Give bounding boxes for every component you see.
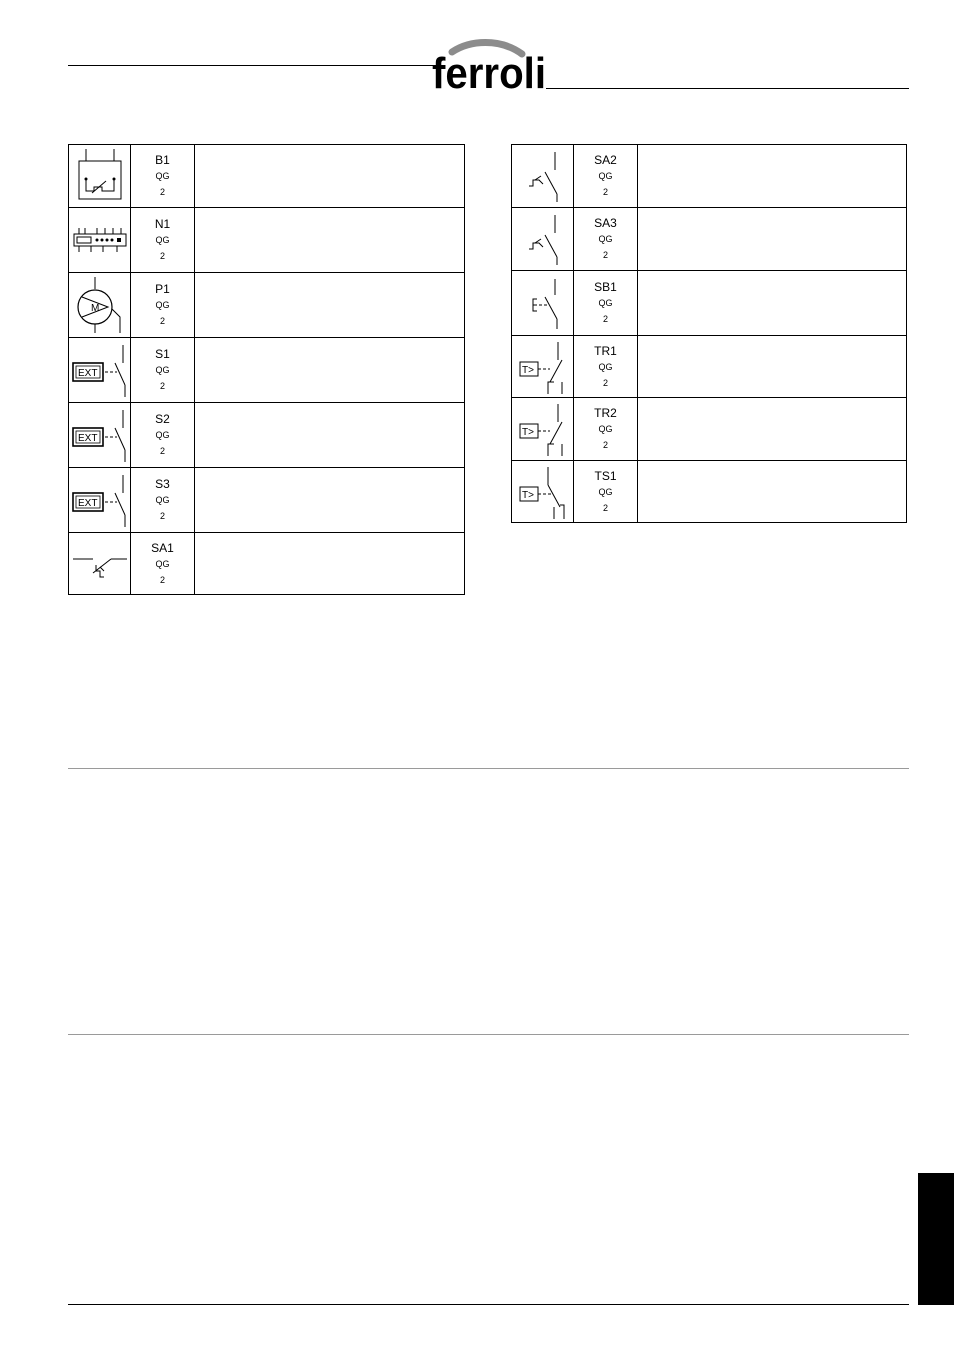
thermal-switch-icon (512, 208, 574, 271)
item-code: S2 (155, 412, 170, 426)
legend-row (69, 468, 465, 533)
symbol-label: T> (521, 489, 534, 501)
item-ref: QG (598, 298, 613, 308)
item-ref: QG (155, 235, 170, 245)
item-description (638, 398, 907, 461)
item-ref: QG (598, 486, 613, 497)
legend-row (69, 338, 465, 403)
legend-row (69, 145, 465, 208)
item-code: S1 (155, 347, 170, 361)
item-description (638, 461, 907, 523)
timer-switch-icon (512, 461, 574, 523)
pushbutton-icon (512, 271, 574, 336)
item-ref: QG (598, 361, 613, 372)
header-rule-left (68, 65, 433, 66)
ferroli-logo (430, 38, 550, 100)
legend-row (512, 336, 907, 398)
item-sheet: 2 (159, 251, 165, 261)
thermal-switch-icon (69, 533, 131, 595)
item-sheet: 2 (159, 187, 165, 197)
item-sheet: 2 (602, 314, 608, 324)
legend-row (69, 533, 465, 595)
legend-row (512, 271, 907, 336)
item-sheet: 2 (602, 440, 608, 450)
item-description (195, 338, 465, 403)
item-sheet: 2 (602, 377, 608, 388)
item-sheet: 2 (159, 316, 165, 326)
item-sheet: 2 (602, 502, 608, 513)
section-divider (68, 768, 909, 769)
symbol-label: EXT (77, 433, 97, 444)
legend-row (69, 208, 465, 273)
legend-row (512, 461, 907, 523)
item-code: TR1 (594, 343, 617, 358)
item-description (195, 273, 465, 338)
pump-motor-icon (69, 273, 131, 338)
item-code: SB1 (594, 280, 617, 294)
item-ref: QG (155, 300, 170, 310)
item-description (195, 403, 465, 468)
item-sheet: 2 (602, 250, 608, 260)
item-code: SA3 (594, 216, 617, 230)
item-code: P1 (155, 282, 170, 296)
legend-row (512, 145, 907, 208)
item-code: SA1 (151, 540, 174, 555)
item-code: TS1 (594, 468, 617, 483)
item-ref: QG (598, 171, 613, 181)
control-board-icon (69, 208, 131, 273)
legend-row (512, 208, 907, 271)
item-sheet: 2 (159, 381, 165, 391)
item-ref: QG (155, 558, 170, 569)
item-ref: QG (598, 424, 613, 434)
item-sheet: 2 (159, 511, 165, 521)
brand-name: ferroli (432, 49, 546, 98)
svg-text:M: M (90, 303, 99, 314)
timer-relay-icon (512, 398, 574, 461)
footer-rule (68, 1304, 909, 1305)
item-description (195, 468, 465, 533)
item-ref: QG (598, 234, 613, 244)
symbol-label: EXT (77, 368, 97, 379)
symbol-label: T> (521, 364, 534, 376)
ext-switch-icon (69, 338, 131, 403)
item-ref: QG (155, 430, 170, 440)
ext-switch-icon (69, 468, 131, 533)
item-description (638, 271, 907, 336)
item-sheet: 2 (159, 446, 165, 456)
legend-row (69, 403, 465, 468)
item-code: TR2 (594, 406, 617, 420)
symbol-label: T> (521, 427, 534, 438)
item-description (638, 145, 907, 208)
item-code: SA2 (594, 153, 617, 167)
legend-row (512, 398, 907, 461)
header-rule-right (546, 88, 909, 89)
ferroli-logo-mark (430, 38, 550, 100)
item-description (638, 336, 907, 398)
item-description (195, 208, 465, 273)
item-code: N1 (154, 217, 171, 231)
item-code: S3 (155, 477, 170, 491)
legend-table-left (68, 144, 465, 595)
legend-row (69, 273, 465, 338)
language-side-tab (918, 1173, 954, 1305)
item-ref: QG (155, 365, 170, 375)
timer-relay-icon (512, 336, 574, 398)
legend-table-right (511, 144, 907, 523)
item-ref: QG (155, 495, 170, 505)
thermal-switch-icon (512, 145, 574, 208)
item-description (638, 208, 907, 271)
item-description (195, 533, 465, 595)
item-sheet: 2 (159, 574, 165, 585)
item-sheet: 2 (602, 187, 608, 197)
symbol-label: EXT (77, 498, 97, 509)
item-ref: QG (155, 171, 170, 181)
sensor-icon (69, 145, 131, 208)
ext-switch-icon (69, 403, 131, 468)
section-divider (68, 1034, 909, 1035)
item-description (195, 145, 465, 208)
item-code: B1 (155, 153, 170, 167)
